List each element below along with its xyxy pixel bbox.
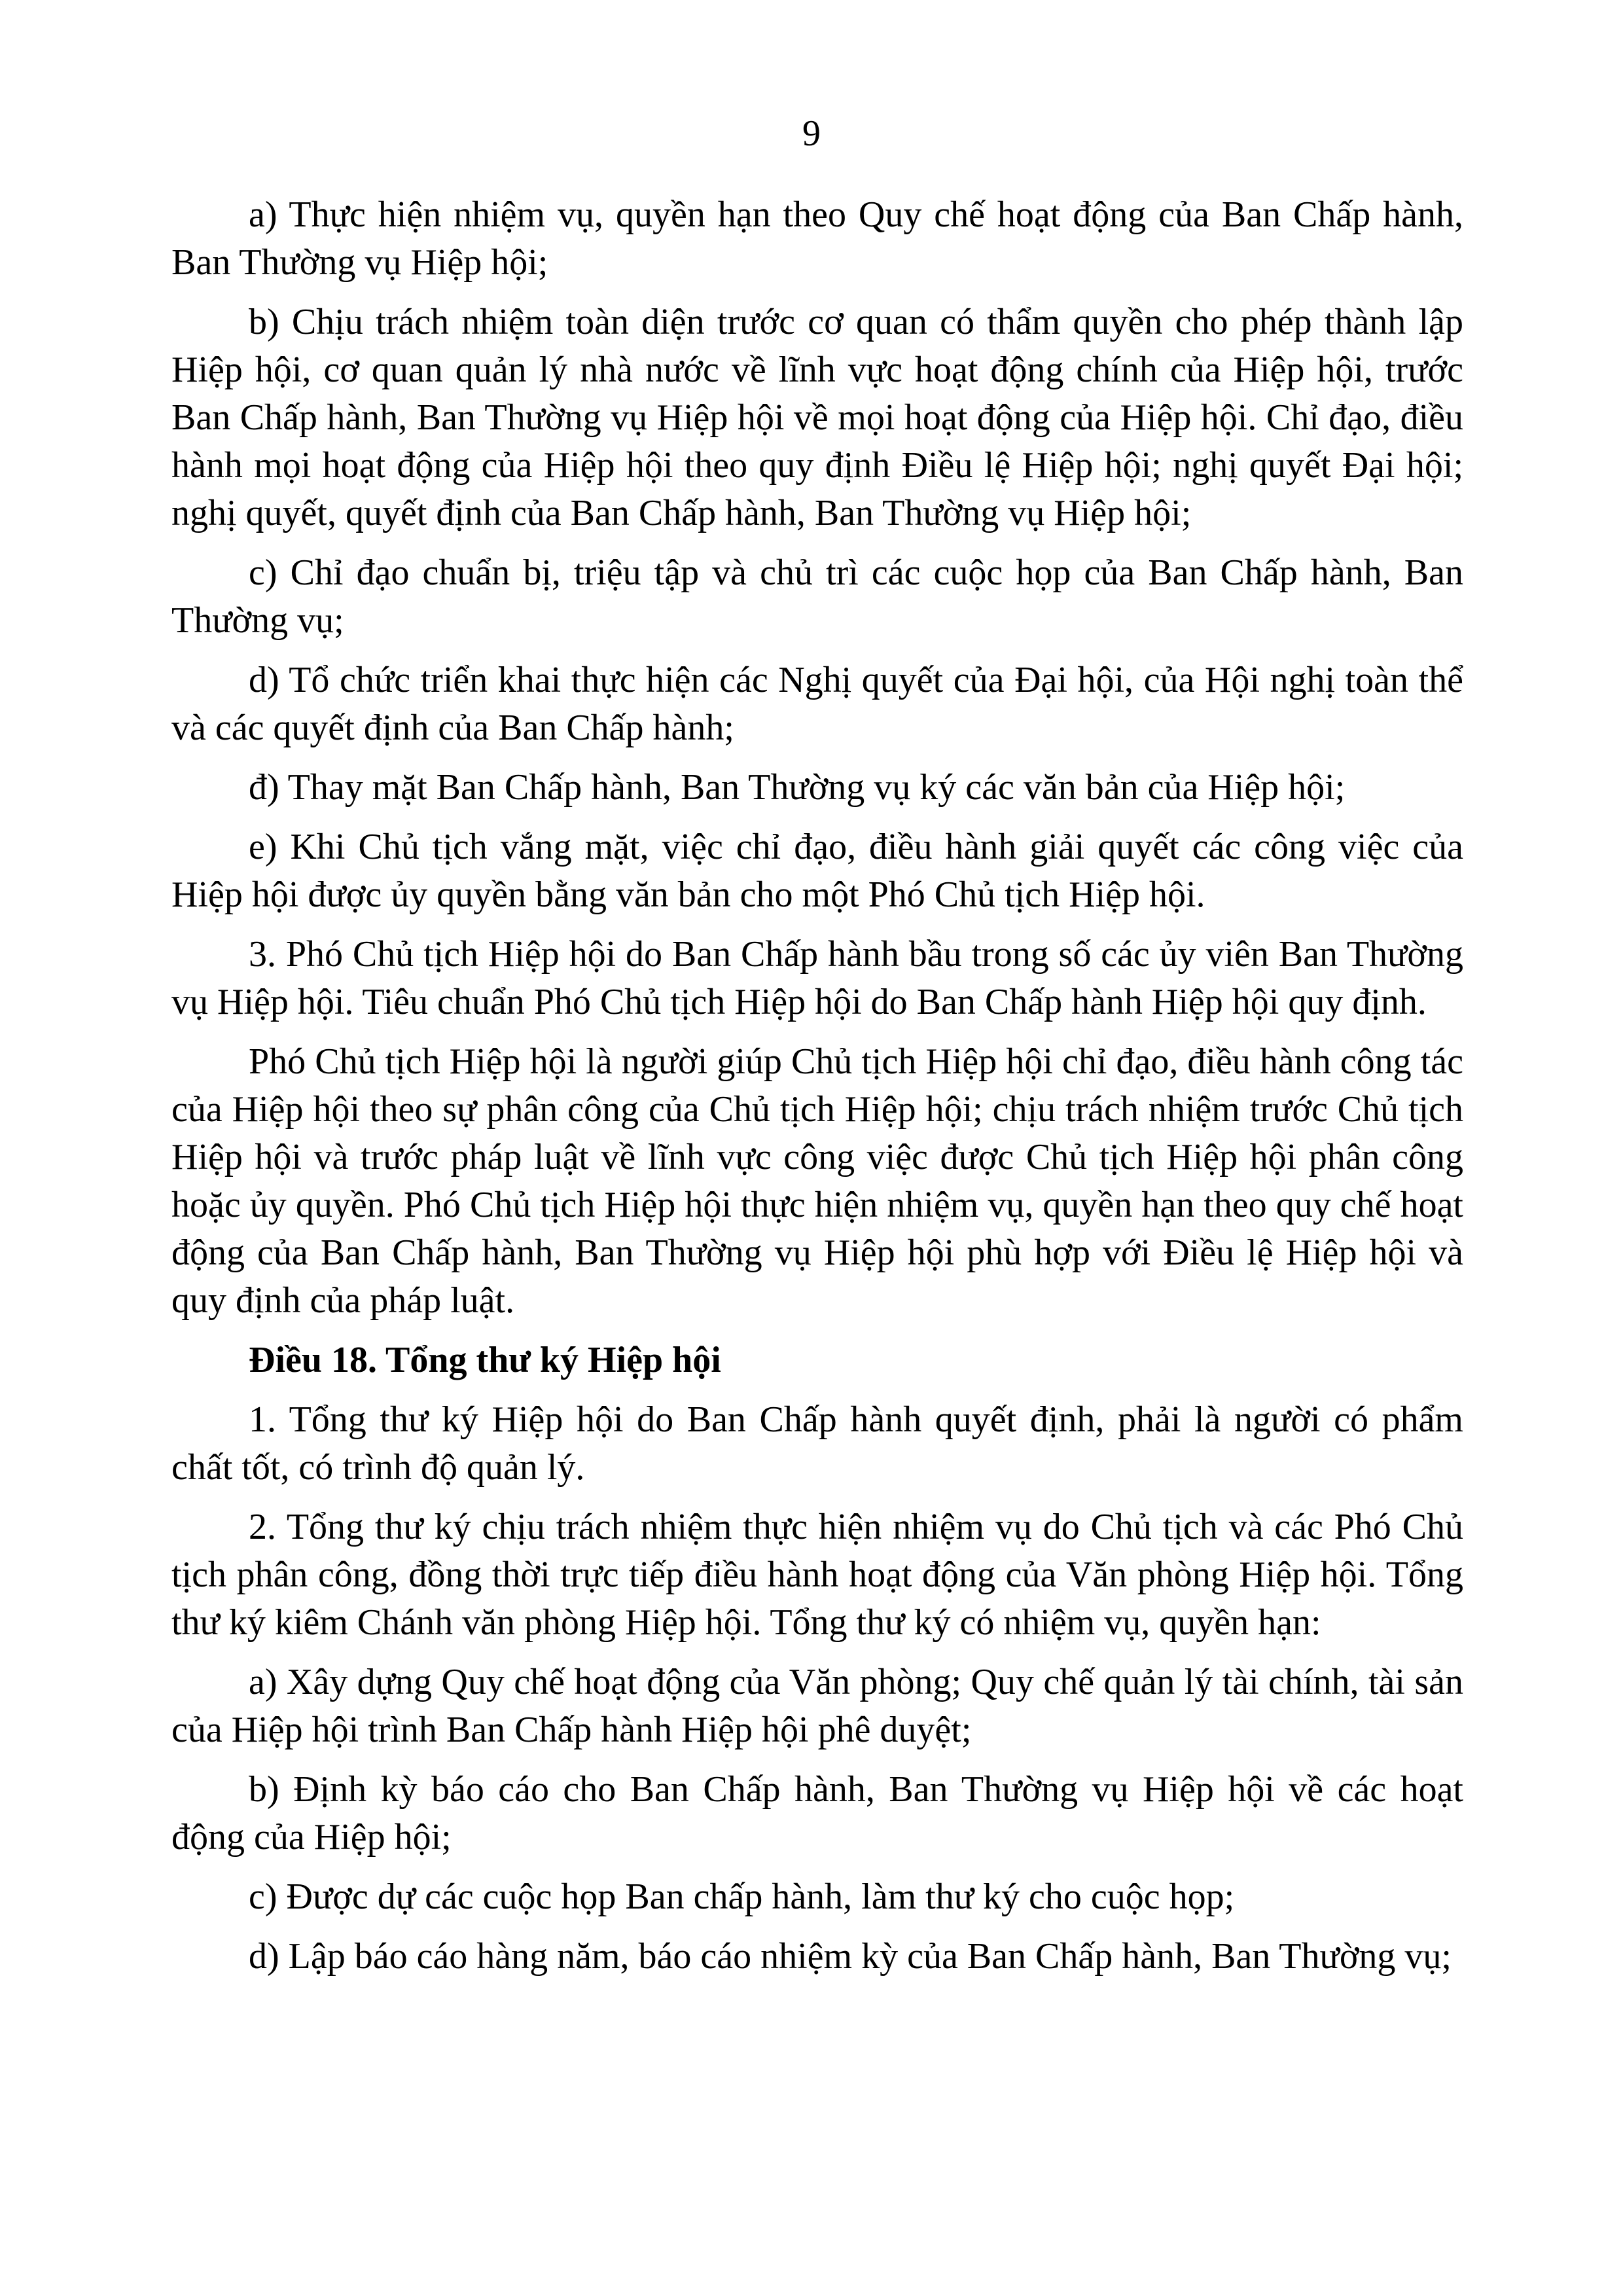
paragraph-3a-duties: a) Thực hiện nhiệm vụ, quyền hạn theo Quy chế hoạt động của Ban Chấp hành, Ban Thường vụ Hiệp hội; xyxy=(171,194,1463,283)
page-number: 9 xyxy=(802,113,821,154)
paragraph-18-2c: c) Được dự các cuộc họp Ban chấp hành, làm thư ký cho cuộc họp; xyxy=(249,1876,1235,1917)
paragraph-3c-meetings: c) Chỉ đạo chuẩn bị, triệu tập và chủ trì các cuộc họp của Ban Chấp hành, Ban Thường vụ; xyxy=(171,552,1463,641)
paragraph-3dd-signing: đ) Thay mặt Ban Chấp hành, Ban Thường vụ ký các văn bản của Hiệp hội; xyxy=(249,767,1346,808)
paragraph-3e-delegation: e) Khi Chủ tịch vắng mặt, việc chỉ đạo, điều hành giải quyết các công việc của Hiệp hội được ủy quyền bằng văn bản cho một Phó Chủ tịch Hiệp hội. xyxy=(171,827,1463,915)
paragraph-18-2d: d) Lập báo cáo hàng năm, báo cáo nhiệm kỳ của Ban Chấp hành, Ban Thường vụ; xyxy=(249,1936,1452,1977)
article-18-heading: Điều 18. Tổng thư ký Hiệp hội xyxy=(249,1340,721,1380)
paragraph-3b-responsibility: b) Chịu trách nhiệm toàn diện trước cơ quan có thẩm quyền cho phép thành lập Hiệp hội, cơ quan quản lý nhà nước về lĩnh vực hoạt động chính của Hiệp hội, trước Ban Chấp hành, Ban Thường vụ Hiệp hội về mọi hoạt động của Hiệp hội. Chỉ đạo, điều hành mọi hoạt động của Hiệp hội theo quy định Điều lệ Hiệp hội; nghị quyết Đại hội; nghị quyết, quyết định của Ban Chấp hành, Ban Thường vụ Hiệp hội; xyxy=(171,302,1463,533)
document-body xyxy=(171,191,1463,1992)
paragraph-18-2b: b) Định kỳ báo cáo cho Ban Chấp hành, Ban Thường vụ Hiệp hội về các hoạt động của Hiệp hội; xyxy=(171,1769,1463,1857)
paragraph-vice-chairman-role: Phó Chủ tịch Hiệp hội là người giúp Chủ tịch Hiệp hội chỉ đạo, điều hành công tác của Hiệp hội theo sự phân công của Chủ tịch Hiệp hội; chịu trách nhiệm trước Chủ tịch Hiệp hội và trước pháp luật về lĩnh vực công việc được Chủ tịch Hiệp hội phân công hoặc ủy quyền. Phó Chủ tịch Hiệp hội thực hiện nhiệm vụ, quyền hạn theo quy chế hoạt động của Ban Chấp hành, Ban Thường vụ Hiệp hội phù hợp với Điều lệ Hiệp hội và quy định của pháp luật. xyxy=(171,1041,1463,1321)
paragraph-18-1: 1. Tổng thư ký Hiệp hội do Ban Chấp hành quyết định, phải là người có phẩm chất tốt, có trình độ quản lý. xyxy=(171,1399,1463,1488)
paragraph-vice-chairman-election: 3. Phó Chủ tịch Hiệp hội do Ban Chấp hành bầu trong số các ủy viên Ban Thường vụ Hiệp hội. Tiêu chuẩn Phó Chủ tịch Hiệp hội do Ban Chấp hành Hiệp hội quy định. xyxy=(171,934,1463,1022)
paragraph-18-2a: a) Xây dựng Quy chế hoạt động của Văn phòng; Quy chế quản lý tài chính, tài sản của Hiệp hội trình Ban Chấp hành Hiệp hội phê duyệt; xyxy=(171,1662,1463,1750)
paragraph-18-2: 2. Tổng thư ký chịu trách nhiệm thực hiện nhiệm vụ do Chủ tịch và các Phó Chủ tịch phân công, đồng thời trực tiếp điều hành hoạt động của Văn phòng Hiệp hội. Tổng thư ký kiêm Chánh văn phòng Hiệp hội. Tổng thư ký có nhiệm vụ, quyền hạn: xyxy=(171,1507,1463,1643)
paragraph-3d-implementation: d) Tổ chức triển khai thực hiện các Nghị quyết của Đại hội, của Hội nghị toàn thể và các quyết định của Ban Chấp hành; xyxy=(171,660,1463,748)
